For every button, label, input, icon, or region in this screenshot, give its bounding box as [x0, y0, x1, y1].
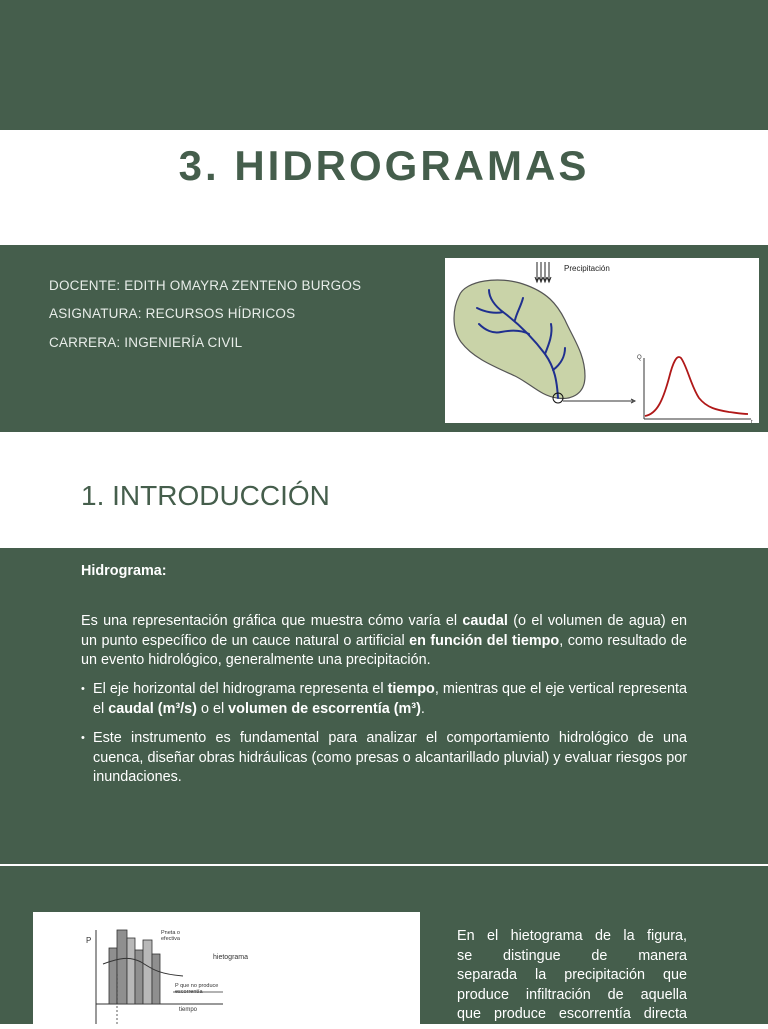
- hydrograph-curve: [645, 357, 748, 416]
- no-escorrentia-label-1: P que no produce: [175, 983, 219, 989]
- asignatura-line: ASIGNATURA: RECURSOS HÍDRICOS: [49, 306, 296, 321]
- slide-separator: [0, 432, 768, 444]
- precip-label: Precipitación: [564, 264, 610, 273]
- hietograma-bars: [109, 930, 160, 1004]
- term-label: Hidrograma:: [81, 563, 167, 579]
- hietograma-figure: [33, 912, 420, 1024]
- rain-arrows-icon: [535, 262, 551, 282]
- p-axis-label: P: [86, 936, 92, 945]
- tiempo-label: tiempo: [179, 1007, 198, 1013]
- neta-label-1: Pneta o: [161, 930, 180, 936]
- definition-paragraph: Es una representación gráfica que muestra cómo varía el caudal (o el volumen de agua) en un punto específico de un cauce natural o artificial en función del tiempo, como resultado de un evento hidrológico, generalmente una precipitación.: [81, 613, 688, 669]
- hietograma-paragraph: En el hietograma de la figura, se distingue de manera separada la precipitación que produce infiltración de aquella que produce escorrentía directa: [457, 928, 687, 1023]
- catchment-hydrograph-svg: [445, 258, 759, 423]
- neta-label-2: efectiva: [161, 936, 180, 942]
- page-title: 3. HIDROGRAMAS: [178, 142, 590, 189]
- docente-line: DOCENTE: EDITH OMAYRA ZENTENO BURGOS: [49, 278, 362, 293]
- section-heading: 1. INTRODUCCIÓN: [81, 480, 330, 511]
- hietograma-label: hietograma: [213, 954, 249, 961]
- t-axis-label: t: [751, 420, 753, 423]
- bullet-dot-icon: •: [81, 732, 85, 744]
- bullet-item-axes: • El eje horizontal del hidrograma representa el tiempo, mientras que el eje vertical representa el caudal (m³/s) o el volumen de escorrentía (m³).: [81, 681, 687, 717]
- q-axis-label: Q: [637, 355, 642, 361]
- title-slide-top-band: [0, 0, 768, 130]
- no-escorrentia-label-2: escorrentía: [175, 989, 203, 995]
- carrera-line: CARRERA: INGENIERÍA CIVIL: [49, 335, 243, 350]
- bullet-item-usage: • Este instrumento es fundamental para analizar el comportamiento hidrológico de una cuenca, diseñar obras hidráulicas (como presas o alcantarillado pluvial) y evaluar riesgos por inundaciones.: [81, 730, 687, 786]
- catchment-area: [454, 280, 585, 398]
- bullet-dot-icon: •: [81, 683, 85, 695]
- catchment-hydrograph-figure: [445, 258, 759, 423]
- hietograma-svg: [33, 912, 420, 1024]
